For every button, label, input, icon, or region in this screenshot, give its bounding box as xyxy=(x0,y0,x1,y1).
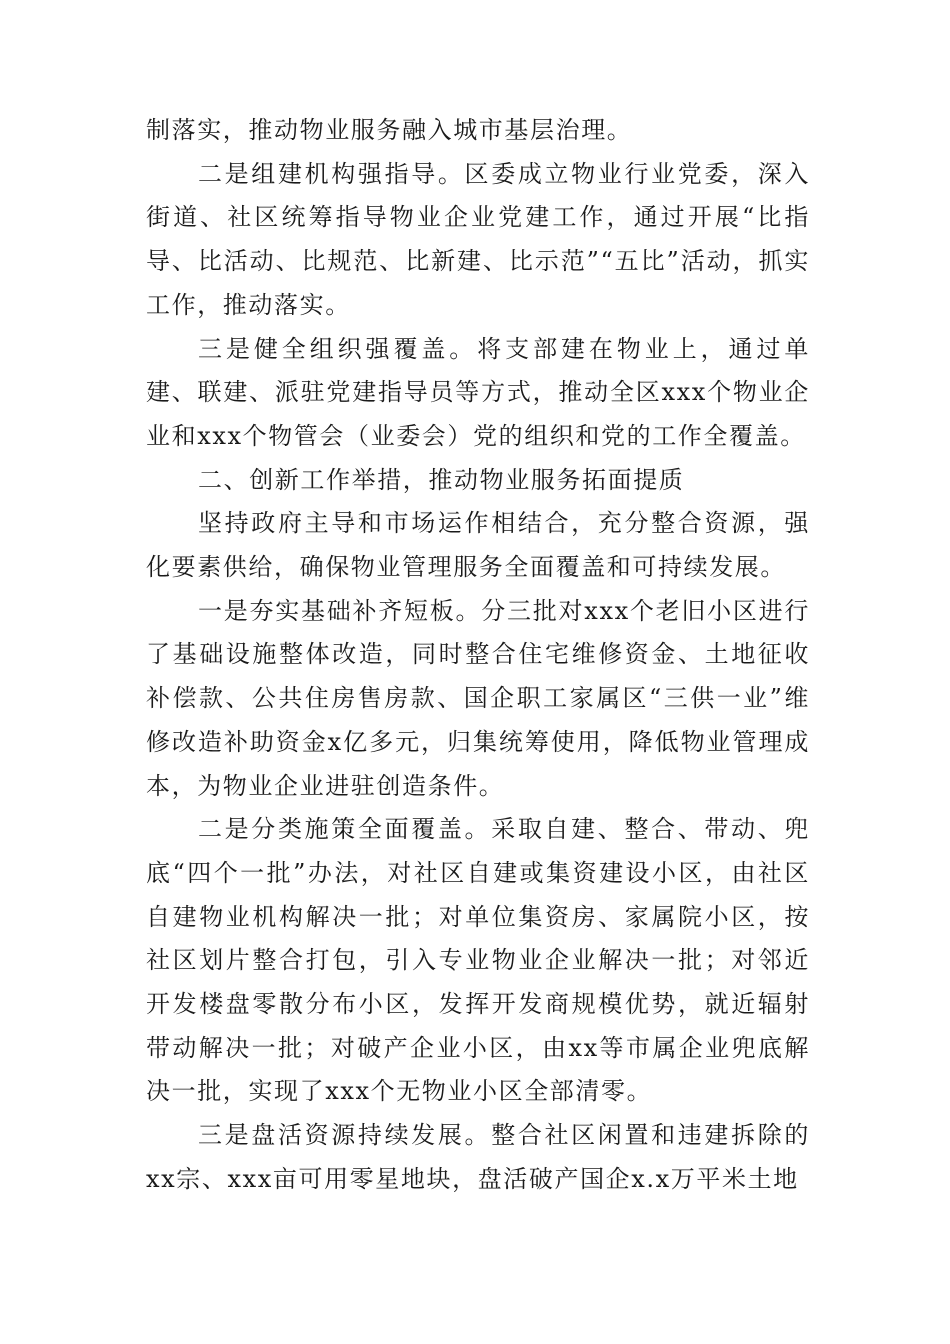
paragraph-7: 二是分类施策全面覆盖。采取自建、整合、带动、兜底“四个一批”办法，对社区自建或集资建设小区，由社区自建物业机构解决一批；对单位集资房、家属院小区，按社区划片整合打包，引入专业物业企业解决一批；对邻近开发楼盘零散分布小区，发挥开发商规模优势，就近辐射带动解决一批；对破产企业小区，由xx等市属企业兜底解决一批，实现了xxx个无物业小区全部清零。 xyxy=(146,815,810,1106)
paragraph-1: 制落实，推动物业服务融入城市基层治理。 xyxy=(146,116,633,144)
paragraph-2: 二是组建机构强指导。区委成立物业行业党委，深入街道、社区统筹指导物业企业党建工作，通过开展“比指导、比活动、比规范、比新建、比示范”“五比”活动，抓实工作，推动落实。 xyxy=(146,159,810,319)
document-body xyxy=(146,109,810,1202)
paragraph-5: 坚持政府主导和市场运作相结合，充分整合资源，强化要素供给，确保物业管理服务全面覆盖和可持续发展。 xyxy=(146,509,810,582)
paragraph-3: 三是健全组织强覆盖。将支部建在物业上，通过单建、联建、派驻党建指导员等方式，推动全区xxx个物业企业和xxx个物管会（业委会）党的组织和党的工作全覆盖。 xyxy=(146,334,810,450)
paragraph-8: 三是盘活资源持续发展。整合社区闲置和违建拆除的xx宗、xxx亩可用零星地块，盘活破产国企x.x万平米土地 xyxy=(146,1121,810,1193)
paragraph-6: 一是夯实基础补齐短板。分三批对xxx个老旧小区进行了基础设施整体改造，同时整合住宅维修资金、土地征收补偿款、公共住房售房款、国企职工家属区“三供一业”维修改造补助资金x亿多元，归集统筹使用，降低物业管理成本，为物业企业进驻创造条件。 xyxy=(146,596,810,800)
section-heading: 二、创新工作举措，推动物业服务拓面提质 xyxy=(198,465,685,494)
